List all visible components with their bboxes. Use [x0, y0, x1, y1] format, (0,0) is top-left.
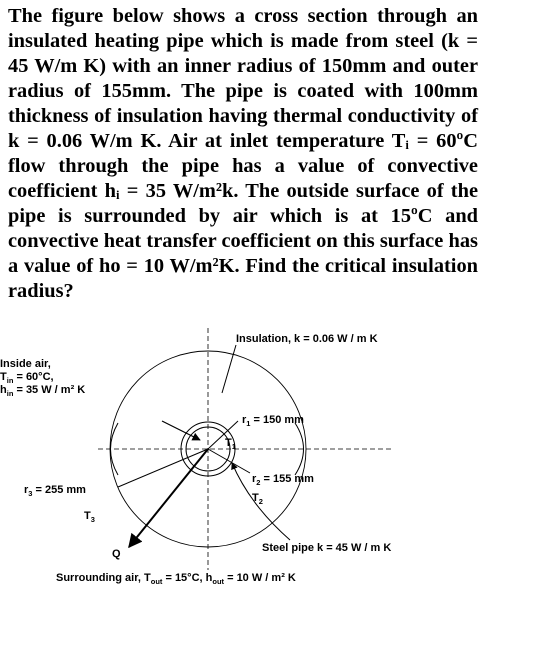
insulation-label: Insulation, k = 0.06 W / m K: [236, 333, 378, 345]
t1-label: $T_1$: [225, 437, 236, 451]
surrounding-air-label: Surrounding air, $T_{out} = 15^\circ C$, $h_{out} = 10$ W / m² K: [56, 572, 296, 586]
t2-label: $T_2$: [252, 492, 263, 506]
problem-statement: The figure below shows a cross section through an insulated heating pipe which is made from steel (k = 45 W/m K) with an inner radius of 150mm and outer radius of 155mm. The pipe is coated with 100mm thickness of insulation having thermal conductivity of k = 0.06 W/m K. Air at inlet temperature Tᵢ = 60ºC flow through the pipe has a value of convective coefficient hᵢ = 35 W/m²k. The outside surface of the pipe is surrounded by air which is at 15ºC and convective heat transfer coefficient on this surface has a value of ho = 10 W/m²K. Find the critical insulation radius?: [8, 5, 478, 302]
r2-label: $r_2 = 155$ mm: [252, 473, 314, 487]
pipe-cross-section-figure: [0, 325, 550, 653]
q-label: Q: [112, 548, 121, 560]
r1-label: $r_1 = 150$ mm: [242, 414, 304, 428]
r3-label: $r_3 = 255$ mm: [24, 484, 86, 498]
steel-pipe-label: Steel pipe k = 45 W / m K: [262, 542, 392, 554]
t3-label: $T_3$: [84, 510, 95, 524]
r1-arrow: [162, 421, 200, 440]
inside-air-title: Inside air,: [0, 358, 51, 370]
inside-temp-label: $T_{in} = 60^\circ C$,: [0, 371, 54, 385]
r2-leader: [208, 449, 250, 473]
inside-h-label: $h_{in} = 35$ W / m² K: [0, 384, 86, 398]
r3-leader: [118, 449, 208, 487]
q-arrow: [129, 449, 208, 547]
